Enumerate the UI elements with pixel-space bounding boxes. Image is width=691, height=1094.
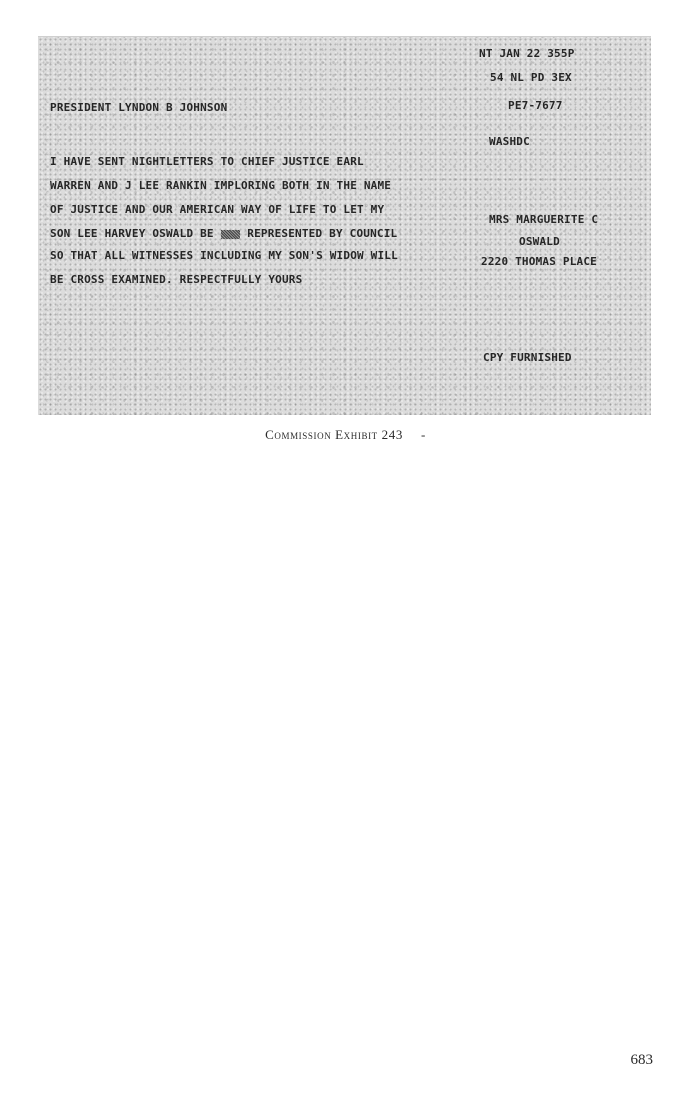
telegram-reference: PE7-7677	[508, 99, 563, 112]
page-number: 683	[630, 1052, 653, 1068]
telegram-image	[38, 36, 651, 415]
telegram-body-line-4-start: SON LEE HARVEY OSWALD BE	[50, 227, 214, 240]
telegram-sender-address: 2220 THOMAS PLACE	[481, 255, 597, 268]
telegram-body-line-5: SO THAT ALL WITNESSES INCLUDING MY SON'S WIDOW WILL	[50, 249, 398, 262]
telegram-body-line-3: OF JUSTICE AND OUR AMERICAN WAY OF LIFE TO LET MY	[50, 203, 385, 216]
telegram-body-line-2: WARREN AND J LEE RANKIN IMPLORING BOTH IN THE NAME	[50, 179, 392, 192]
telegram-origin: WASHDC	[489, 135, 530, 148]
telegram-body-line-4-end: REPRESENTED BY COUNCIL	[247, 227, 398, 240]
exhibit-caption	[0, 427, 691, 443]
exhibit-caption-mark: -	[420, 427, 426, 442]
telegram-body-line-4	[50, 227, 397, 240]
telegram-code-line: 54 NL PD 3EX	[490, 71, 572, 84]
telegram-copy-note: CPY FURNISHED	[483, 351, 572, 364]
telegram-sender-surname: OSWALD	[519, 235, 560, 248]
telegram-addressee: PRESIDENT LYNDON B JOHNSON	[50, 101, 228, 114]
telegram-date-line: NT JAN 22 355P	[479, 47, 575, 60]
struck-out-text	[221, 230, 241, 239]
exhibit-caption-text: Commission Exhibit 243	[265, 427, 403, 442]
telegram-body-line-1: I HAVE SENT NIGHTLETTERS TO CHIEF JUSTICE EARL	[50, 155, 364, 168]
telegram-sender-name: MRS MARGUERITE C	[489, 213, 599, 226]
telegram-body-line-6: BE CROSS EXAMINED. RESPECTFULLY YOURS	[50, 273, 303, 286]
